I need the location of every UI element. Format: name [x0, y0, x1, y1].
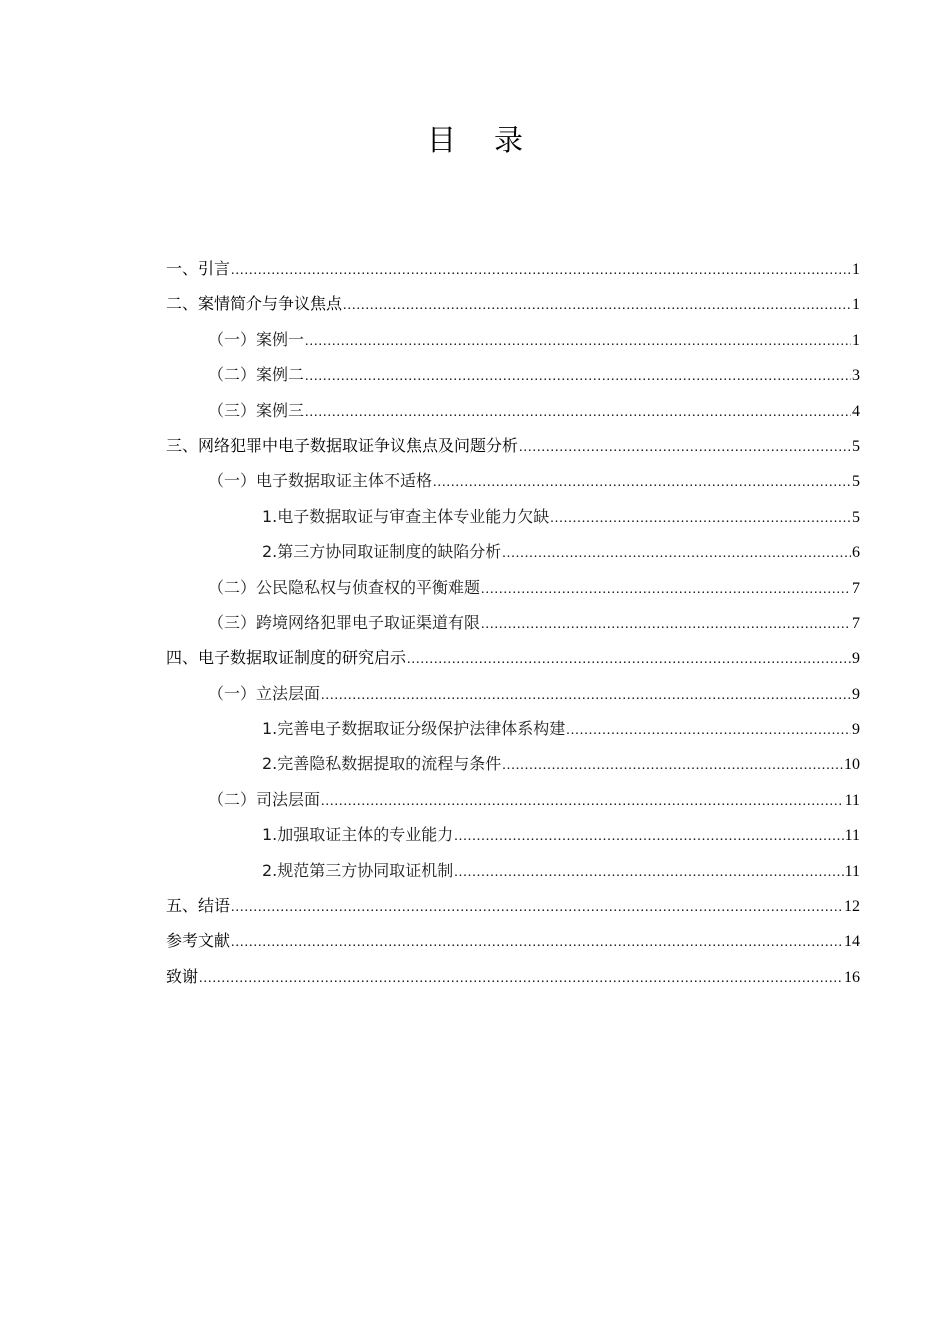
table-of-contents — [166, 254, 860, 997]
toc-dot-leader — [231, 893, 843, 923]
toc-dot-leader — [407, 645, 851, 675]
toc-page-number: 12 — [844, 898, 860, 916]
toc-dot-leader — [305, 327, 851, 357]
toc-entry[interactable] — [166, 502, 860, 537]
toc-dot-leader — [321, 787, 844, 817]
toc-page-number: 10 — [844, 756, 860, 774]
toc-page-number: 14 — [844, 933, 860, 951]
toc-entry-label: 一、引言 — [166, 259, 231, 278]
toc-entry[interactable] — [166, 856, 860, 891]
toc-entry[interactable] — [166, 785, 860, 820]
toc-entry[interactable] — [166, 360, 860, 395]
toc-dot-leader — [305, 362, 851, 392]
toc-entry-label: 2.第三方协同取证制度的缺陷分析 — [262, 542, 502, 562]
toc-page-number: 11 — [844, 862, 860, 880]
toc-entry-label: 2.规范第三方协同取证机制 — [262, 860, 454, 880]
toc-entry-label: 1.完善电子数据取证分级保护法律体系构建 — [262, 719, 566, 739]
toc-page-number: 1 — [852, 331, 860, 349]
toc-entry[interactable] — [166, 926, 860, 961]
toc-entry-label: （二）案例二 — [208, 365, 305, 385]
toc-page-number: 9 — [852, 650, 860, 668]
toc-entry[interactable] — [166, 466, 860, 501]
toc-entry[interactable] — [166, 325, 860, 360]
toc-dot-leader — [454, 858, 843, 888]
toc-entry-label: （三）案例三 — [208, 400, 305, 420]
toc-entry[interactable] — [166, 643, 860, 678]
toc-page-number: 7 — [852, 614, 860, 632]
toc-entry-label: 参考文献 — [166, 931, 231, 951]
toc-page-number: 16 — [844, 968, 860, 986]
toc-entry-label: 五、结语 — [166, 896, 231, 916]
toc-page-number: 5 — [852, 437, 860, 455]
toc-entry[interactable] — [166, 820, 860, 855]
toc-entry-label: （二）公民隐私权与侦查权的平衡难题 — [208, 577, 481, 597]
toc-page-number: 5 — [852, 508, 860, 526]
toc-entry[interactable] — [166, 396, 860, 431]
toc-page-number: 1 — [852, 261, 860, 278]
toc-entry[interactable] — [166, 289, 860, 324]
toc-dot-leader — [566, 716, 851, 746]
toc-entry[interactable] — [166, 537, 860, 572]
toc-dot-leader — [550, 504, 851, 534]
toc-dot-leader — [481, 575, 851, 605]
toc-entry-label: （一）立法层面 — [208, 683, 321, 703]
toc-entry-label: （二）司法层面 — [208, 789, 321, 809]
toc-dot-leader — [502, 751, 843, 781]
toc-page-number: 9 — [852, 685, 860, 703]
toc-entry[interactable] — [166, 254, 860, 289]
toc-entry-label: （一）案例一 — [208, 329, 305, 349]
toc-entry-label: 2.完善隐私数据提取的流程与条件 — [262, 754, 502, 774]
toc-dot-leader — [519, 433, 851, 463]
toc-entry-label: 致谢 — [166, 966, 199, 986]
toc-dot-leader — [231, 928, 843, 958]
toc-entry[interactable] — [166, 573, 860, 608]
toc-page-number: 5 — [852, 473, 860, 491]
toc-entry-label: 1.电子数据取证与审查主体专业能力欠缺 — [262, 506, 550, 526]
toc-page-number: 9 — [852, 721, 860, 739]
toc-entry[interactable] — [166, 962, 860, 997]
toc-dot-leader — [231, 256, 851, 286]
toc-entry[interactable] — [166, 608, 860, 643]
toc-page-number: 1 — [852, 296, 860, 314]
page-title: 目录 — [426, 123, 561, 157]
toc-entry-label: （三）跨境网络犯罪电子取证渠道有限 — [208, 612, 481, 632]
toc-page-number: 3 — [852, 367, 860, 385]
toc-entry[interactable] — [166, 431, 860, 466]
toc-entry-label: （一）电子数据取证主体不适格 — [208, 471, 433, 491]
toc-dot-leader — [199, 964, 843, 994]
toc-entry[interactable] — [166, 679, 860, 714]
toc-dot-leader — [305, 398, 851, 428]
toc-entry[interactable] — [166, 891, 860, 926]
toc-entry[interactable] — [166, 749, 860, 784]
toc-dot-leader — [454, 822, 843, 852]
toc-entry-label: 二、案情简介与争议焦点 — [166, 294, 343, 314]
toc-entry-label: 1.加强取证主体的专业能力 — [262, 825, 454, 845]
toc-page-number: 6 — [852, 544, 860, 562]
toc-entry[interactable] — [166, 714, 860, 749]
toc-dot-leader — [343, 291, 851, 321]
toc-dot-leader — [321, 681, 851, 711]
toc-dot-leader — [502, 539, 851, 569]
toc-page-number: 4 — [852, 402, 860, 420]
toc-page-number: 11 — [844, 827, 860, 845]
toc-entry-label: 四、电子数据取证制度的研究启示 — [166, 648, 407, 668]
toc-entry-label: 三、网络犯罪中电子数据取证争议焦点及问题分析 — [166, 435, 519, 455]
toc-dot-leader — [481, 610, 851, 640]
toc-page-number: 11 — [844, 791, 860, 809]
toc-page-number: 7 — [852, 579, 860, 597]
toc-dot-leader — [433, 468, 851, 498]
